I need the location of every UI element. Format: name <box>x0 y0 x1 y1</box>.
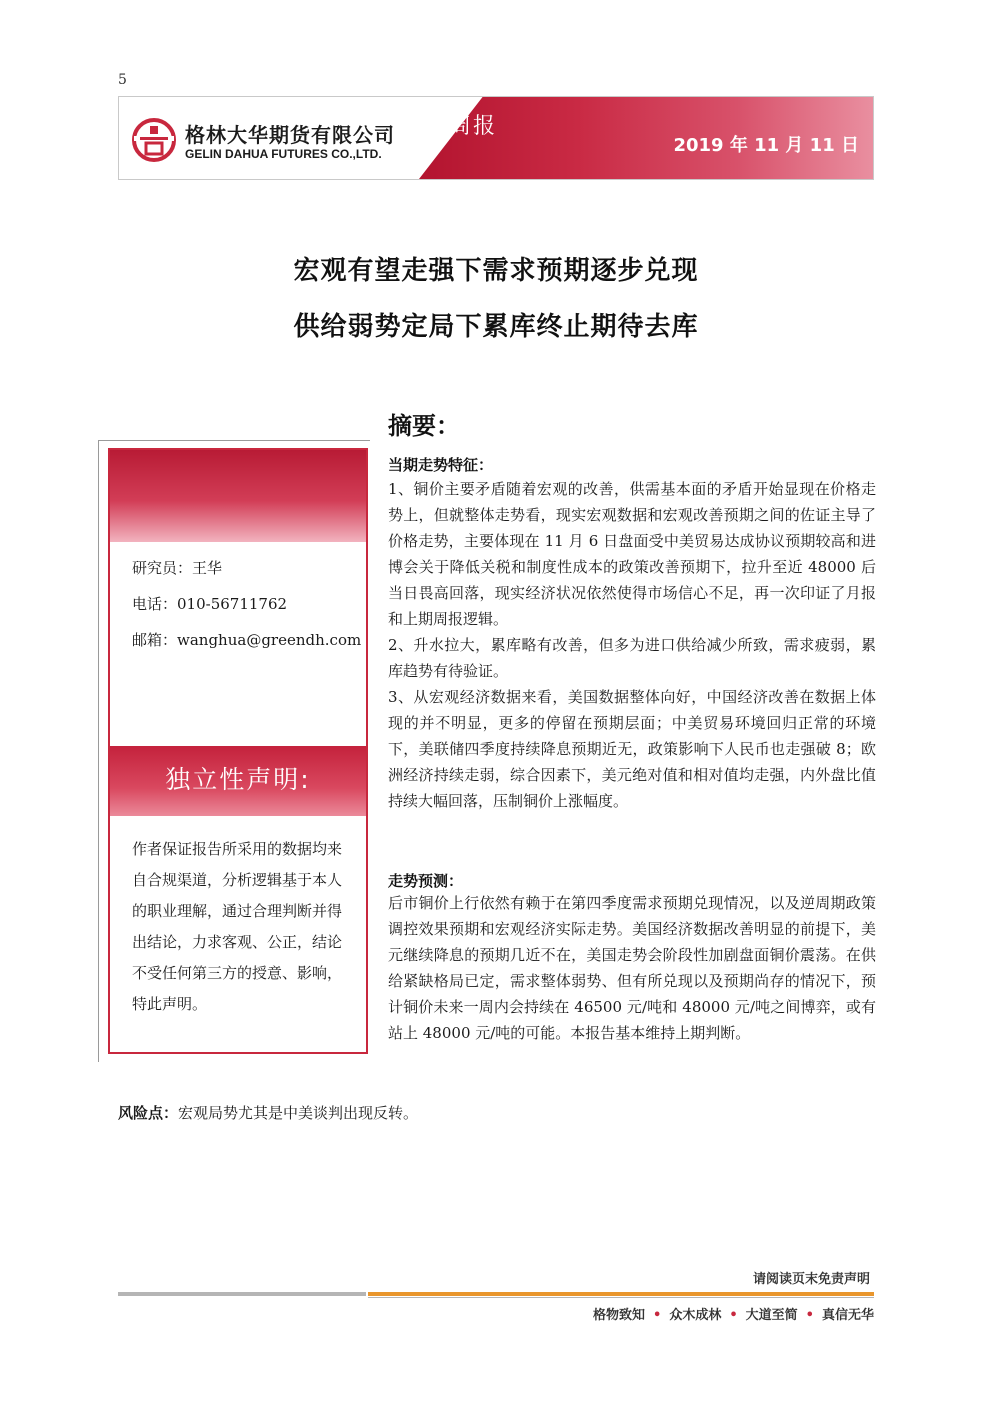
trend-paragraph-2: 2、升水拉大，累库略有改善，但多为进口供给减少所致，需求疲弱，累库趋势有待验证。 <box>388 636 876 680</box>
email-label: 邮箱： <box>132 631 178 649</box>
risk-point <box>118 1102 418 1123</box>
company-logo-icon <box>131 117 177 163</box>
footer-slogans <box>593 1304 874 1323</box>
declaration-text: 作者保证报告所采用的数据均来自合规渠道，分析逻辑基于本人的职业理解，通过合理判断并得出结论，力求客观、公正，结论不受任何第三方的授意、影响，特此声明。 <box>132 840 343 1013</box>
phone-label: 电话： <box>132 595 178 613</box>
report-title-line-1: 宏观有望走强下需求预期逐步兑现 <box>293 256 699 286</box>
analyst-sidebar <box>108 448 368 1054</box>
footer-rule-thin <box>368 1297 874 1298</box>
analyst-row <box>132 550 361 586</box>
company-name-cn: 格林大华期货有限公司 <box>185 123 395 147</box>
slogan-item: 格物致知 <box>593 1308 646 1323</box>
report-date: 2019 年 11 月 11 日 <box>673 135 859 156</box>
risk-text: 宏观局势尤其是中美谈判出现反转。 <box>178 1104 419 1122</box>
forecast-heading: 走势预测： <box>388 872 464 890</box>
abstract-heading: 摘要： <box>388 412 460 440</box>
email-address: wanghua@greendh.com <box>177 631 362 649</box>
slogan-item: 众木成林 <box>669 1308 722 1323</box>
declaration-title: 独立性声明: <box>165 765 311 794</box>
page-number: 5 <box>118 72 127 88</box>
trend-heading: 当期走势特征： <box>388 456 494 474</box>
trend-paragraph-1: 1、铜价主要矛盾随着宏观的改善，供需基本面的矛盾开始显现在价格走势上，但就整体走势看，现实宏观数据和宏观改善预期之间的佐证主导了价格走势，主要体现在 11 月 6 日盘面受中美贸易达成协议预期较高和进博会关于降低关税和制度性成本的政策改善预期下，拉升至近 48000 后当日畏高回落，现实经济状况依然使得市场信心不足，再一次印证了月报和上期周报逻辑。 <box>388 480 876 628</box>
forecast-paragraph: 后市铜价上行依然有赖于在第四季度需求预期兑现情况，以及逆周期政策调控效果预期和宏观经济实际走势。美国经济数据改善明显的前提下，美元继续降息的预期几近不在，美国走势会阶段性加剧盘面铜价震荡。在供给紧缺格局已定，需求整体弱势、但有所兑现以及预期尚存的情况下，预计铜价未来一周内会持续在 46500 元/吨和 48000 元/吨之间博弈，或有站上 48000 元/吨的可能。本报告基本维持上期判断。 <box>388 894 876 1042</box>
phone-row <box>132 586 361 622</box>
slogan-separator: • <box>805 1308 814 1323</box>
report-header <box>118 96 874 180</box>
trend-section <box>388 476 876 814</box>
phone-number: 010-56711762 <box>177 595 288 613</box>
report-title-line-2: 供给弱势定局下累库终止期待去库 <box>293 312 699 342</box>
company-name-en: GELIN DAHUA FUTURES CO.,LTD. <box>185 147 382 161</box>
report-type: 周报 <box>449 114 498 139</box>
slogan-item: 大道至简 <box>745 1308 798 1323</box>
risk-label: 风险点： <box>118 1104 179 1122</box>
slogan-separator: • <box>729 1308 738 1323</box>
slogan-separator: • <box>653 1308 662 1323</box>
slogan-item: 真信无华 <box>821 1308 874 1323</box>
analyst-contact <box>132 550 361 658</box>
forecast-section <box>388 890 876 1046</box>
footer-rule-grey <box>118 1292 366 1296</box>
analyst-name: 王华 <box>192 559 223 577</box>
email-row <box>132 622 361 658</box>
declaration-band <box>110 746 366 816</box>
sidebar-top-band <box>110 450 366 542</box>
trend-paragraph-3: 3、从宏观经济数据来看，美国数据整体向好，中国经济改善在数据上体现的并不明显，更多的停留在预期层面；中美贸易环境回归正常的环境下，美联储四季度持续降息预期近无，政策影响下人民币也走强破 8；欧洲经济持续走弱，综合因素下，美元绝对值和相对值均走强，内外盘比值持续大幅回落，压制铜价上涨幅度。 <box>388 688 876 810</box>
footer-rule-orange <box>368 1292 874 1296</box>
analyst-label: 研究员： <box>132 559 193 577</box>
disclaimer-note: 请阅读页末免责声明 <box>752 1272 870 1287</box>
